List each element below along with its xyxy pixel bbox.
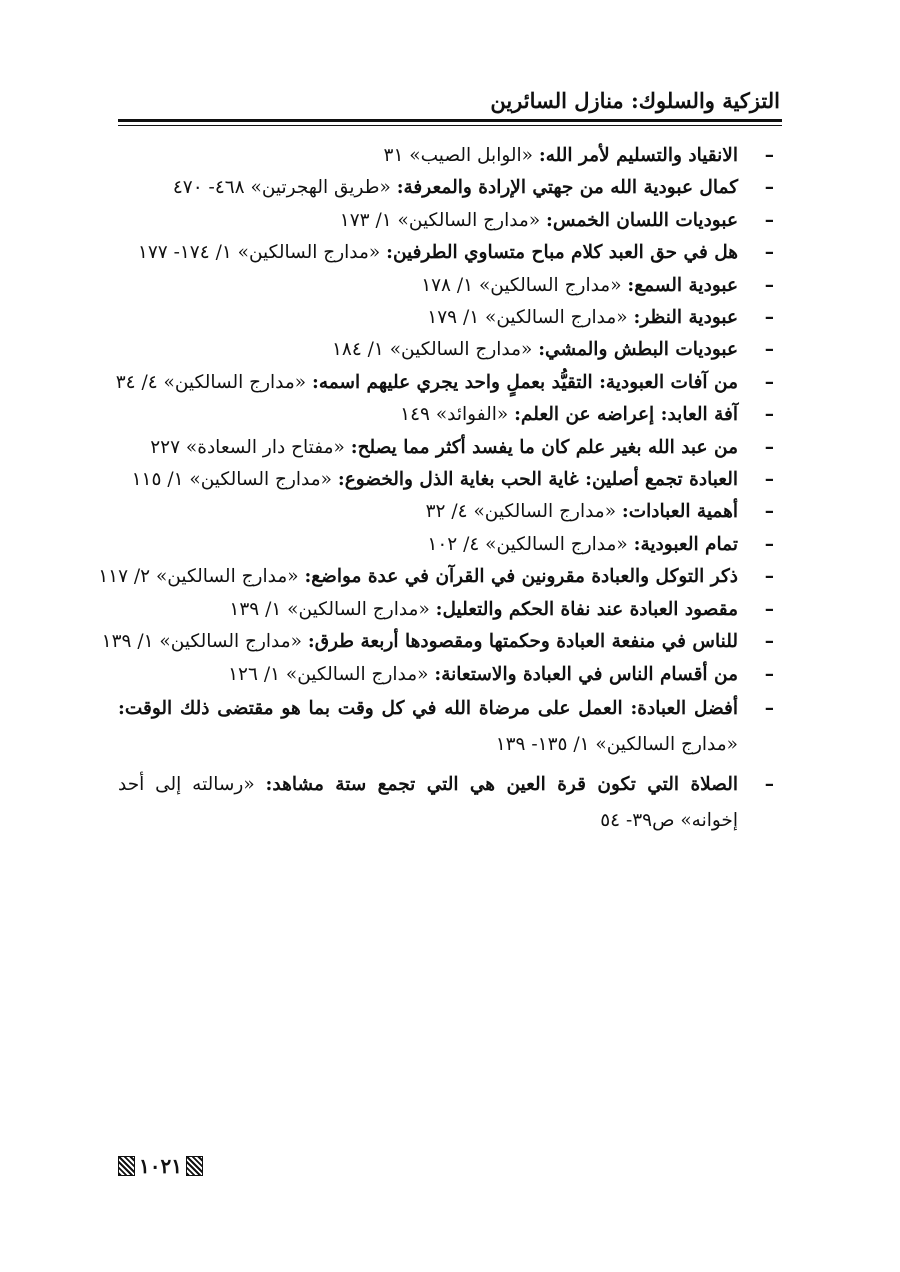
index-entry xyxy=(118,767,782,839)
entry-source: «مفتاح دار السعادة» ٢٢٧ xyxy=(150,436,351,458)
entry-dash: – xyxy=(764,533,774,555)
entry-topic: الانقياد والتسليم لأمر الله: xyxy=(538,145,738,166)
index-entry xyxy=(118,270,782,302)
entry-dash: – xyxy=(764,663,774,685)
entry-dash: – xyxy=(764,469,774,491)
index-entry xyxy=(98,561,782,593)
page-number xyxy=(118,1154,203,1178)
entry-source: «الفوائد» ١٤٩ xyxy=(400,404,515,426)
index-entry xyxy=(101,626,782,658)
index-entry xyxy=(118,334,782,366)
index-entry xyxy=(118,594,782,626)
entry-source: «مدارج السالكين» ١/ ١٣٩ xyxy=(229,598,436,620)
entry-topic: مقصود العبادة عند نفاة الحكم والتعليل: xyxy=(435,598,738,620)
entry-source: «مدارج السالكين» ١/ ١٣٩ xyxy=(101,631,308,653)
entry-source: «مدارج السالكين» ١/ ١٧٣ xyxy=(339,209,547,231)
entry-dash: – xyxy=(764,209,774,231)
entry-topic: من أقسام الناس في العبادة والاستعانة: xyxy=(434,663,738,685)
index-entry xyxy=(118,691,782,763)
entry-source: «رسالته إلى أحد إخوانه» ص٣٩- ٥٤ xyxy=(118,773,738,831)
index-entry xyxy=(118,659,782,691)
entry-topic: الصلاة التي تكون قرة العين هي التي تجمع ستة مشاهد: xyxy=(265,773,738,795)
entry-topic: آفة العابد: إعراضه عن العلم: xyxy=(514,404,738,426)
entry-topic: العبادة تجمع أصلين: غاية الحب بغاية الذل والخضوع: xyxy=(337,469,738,491)
entry-source: «طريق الهجرتين» ٤٦٨- ٤٧٠ xyxy=(172,177,397,199)
index-entries xyxy=(98,140,782,843)
index-entry xyxy=(118,302,782,334)
entry-topic: هل في حق العبد كلام مباح متساوي الطرفين: xyxy=(386,242,738,264)
entry-source: «مدارج السالكين» ٤/ ٣٢ xyxy=(425,501,622,523)
header-rule-thick xyxy=(118,119,782,122)
ornament-icon xyxy=(118,1156,135,1176)
entry-dash: – xyxy=(764,404,774,426)
entry-topic: عبودية النظر: xyxy=(633,307,738,329)
entry-topic: كمال عبودية الله من جهتي الإرادة والمعرفة: xyxy=(396,177,738,199)
entry-topic: ذكر التوكل والعبادة مقرونين في القرآن في عدة مواضع: xyxy=(304,566,738,588)
index-entry xyxy=(118,496,782,528)
entry-topic: من آفات العبودية: التقيُّد بعملٍ واحد يجري عليهم اسمه: xyxy=(312,371,738,393)
index-entry xyxy=(118,237,782,269)
entry-source: «مدارج السالكين» ١/ ١٧٨ xyxy=(421,274,628,296)
entry-dash: – xyxy=(764,145,774,166)
entry-dash: – xyxy=(764,339,774,361)
entry-dash: – xyxy=(764,598,774,620)
entry-source: «مدارج السالكين» ٢/ ١١٧ xyxy=(98,566,305,588)
entry-dash: – xyxy=(764,697,774,719)
entry-source: «مدارج السالكين» ٤/ ٣٤ xyxy=(115,371,312,393)
entry-source: «الوابل الصيب» ٣١ xyxy=(383,145,539,166)
entry-source: «مدارج السالكين» ١/ ١١٥ xyxy=(131,469,338,491)
entry-dash: – xyxy=(764,371,774,393)
entry-dash: – xyxy=(764,242,774,264)
ornament-icon xyxy=(186,1156,203,1176)
entry-source: «مدارج السالكين» ١/ ١٣٥- ١٣٩ xyxy=(495,733,738,755)
entry-topic: أفضل العبادة: العمل على مرضاة الله في كل وقت بما هو مقتضى ذلك الوقت: xyxy=(118,697,738,719)
entry-topic: عبودية السمع: xyxy=(627,274,738,296)
entry-source: «مدارج السالكين» ١/ ١٧٤- ١٧٧ xyxy=(137,242,387,264)
index-entry xyxy=(118,399,782,431)
index-entry xyxy=(118,432,782,464)
entry-topic: تمام العبودية: xyxy=(633,533,738,555)
page-number-text: ١٠٢١ xyxy=(139,1154,182,1178)
entry-dash: – xyxy=(764,631,774,653)
index-entry xyxy=(118,172,782,204)
entry-topic: عبوديات البطش والمشي: xyxy=(538,339,738,361)
entry-topic: من عبد الله بغير علم كان ما يفسد أكثر مما يصلح: xyxy=(350,436,738,458)
entry-dash: – xyxy=(764,307,774,329)
entry-source: «مدارج السالكين» ٤/ ١٠٢ xyxy=(427,533,634,555)
entry-dash: – xyxy=(764,436,774,458)
index-entry xyxy=(118,205,782,237)
index-entry xyxy=(118,529,782,561)
header-rule-thin xyxy=(118,125,782,126)
entry-source: «مدارج السالكين» ١/ ١٢٦ xyxy=(228,663,435,685)
entry-source: «مدارج السالكين» ١/ ١٨٤ xyxy=(331,339,539,361)
running-header: التزكية والسلوك: منازل السائرين xyxy=(490,88,780,113)
entry-dash: – xyxy=(764,501,774,523)
entry-dash: – xyxy=(764,773,774,795)
entry-source: «مدارج السالكين» ١/ ١٧٩ xyxy=(427,307,634,329)
entry-dash: – xyxy=(764,177,774,199)
entry-topic: عبوديات اللسان الخمس: xyxy=(546,209,738,231)
index-entry xyxy=(118,140,782,172)
entry-dash: – xyxy=(764,566,774,588)
entry-dash: – xyxy=(764,274,774,296)
entry-topic: للناس في منفعة العبادة وحكمتها ومقصودها أربعة طرق: xyxy=(307,631,738,653)
index-entry xyxy=(118,464,782,496)
index-entry xyxy=(115,367,782,399)
entry-topic: أهمية العبادات: xyxy=(621,501,738,523)
